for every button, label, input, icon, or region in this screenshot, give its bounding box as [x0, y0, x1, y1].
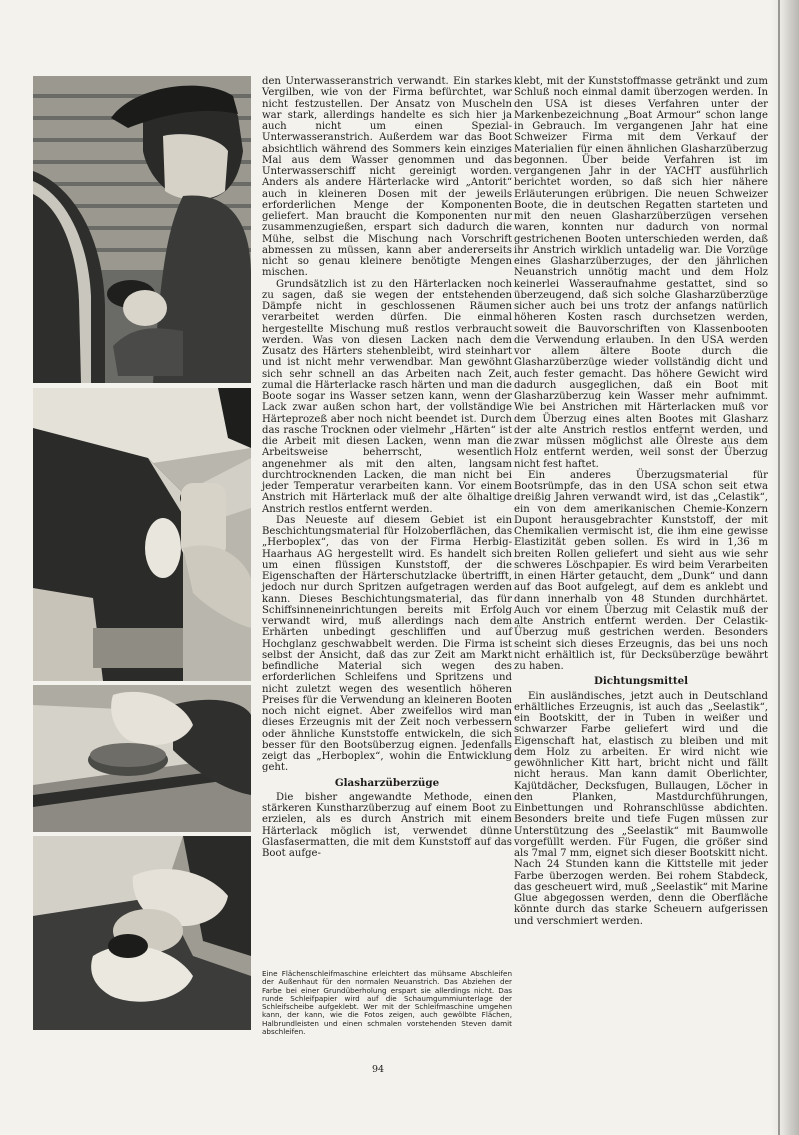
page-edge-shadow [771, 0, 799, 1135]
paragraph: Ein ausländisches, jetzt auch in Deutschland erhältliches Erzeugnis, ist auch das „Seelastik“, ein Bootskitt, der in Tuben in weißer und schwarzer Farbe geliefert wird und die Eigenschaft hat, elastisch zu bleiben und mit dem Holz zu arbeiten. Er wird nicht wie gewöhnlicher Kitt hart, bricht nicht und fällt nicht heraus. Man kann damit Oberlichter, Kajütdächer, Decksfugen, Bullaugen, Löcher in den Planken, Mastdurchführungen, Einbettungen und Rohranschlüsse abdichten. Besonders breite und tiefe Fugen müssen zur Unterstützung des „Seelastik“ mit Baumwolle vorgefüllt werden. Für Fugen, die größer sind als 7mal 7 mm, eignet sich dieser Bootskitt nicht. Nach 24 Stunden kann die Kittstelle mit jeder Farbe überzogen werden. Bei rohem Stabdeck, das gescheuert wird, muß „Seelastik“ mit Marine Glue abgegossen werden, denn die Oberfläche könnte durch das starke Scheuern aufgerissen und verschmiert werden. [514, 690, 768, 927]
photo-caption: Eine Flächenschleifmaschine erleichtert das mühsame Abschleifen der Außenhaut für den normalen Neuanstrich. Das Abziehen der Farbe bei einer Grundüberholung erspart sie allerdings nicht. Das runde Schleifpapier wird auf die Schaumgummiunterlage der Schleifscheibe aufgeklebt. Wer mit der Schleifmaschine umgehen kann, der kann, wie die Fotos zeigen, auch gewölbte Flächen, Halbrundleisten und einen schmalen vorstehenden Steven damit abschleifen. [262, 969, 512, 1036]
paragraph: Das Neueste auf diesem Gebiet ist ein Beschichtungsmaterial für Holzoberflächen, das „Herboplex“, das von der Firma Herbig-Haarhaus AG hergestellt wird. Es handelt sich um einen flüssigen Kunststoff, der die Eigenschaften der Härterschutzlacke übertrifft, jedoch nur durch Spritzen aufgetragen werden kann. Dieses Beschichtungsmaterial, das für Schiffsinneneinrichtungen bereits mit Erfolg verwandt wird, muß allerdings nach dem Erhärten unbedingt geschliffen und auf Hochglanz geschwabbelt werden. Die Firma ist selbst der Ansicht, daß das zur Zeit am Markt befindliche Material sich wegen des erforderlichen Schleifens und Spritzens und nicht zuletzt wegen des wesentlich höheren Preises für die Verwendung an kleineren Booten noch nicht eignet. Aber zweifellos wird man dieses Erzeugnis mit der Zeit noch verbessern oder ähnliche Kunststoffe entwickeln, die sich besser für den Bootsüberzug eignen. Jedenfalls zeigt das „Herboplex“, wohin die Entwicklung geht. [262, 514, 512, 774]
photo-sander-hull-bow [33, 388, 251, 681]
photo-sander-man-cap [33, 76, 251, 383]
section-heading: Glasharzüberzüge [334, 776, 440, 789]
paragraph: Ein anderes Überzugsmaterial für Bootsrümpfe, das in den USA schon seit etwa dreißig Jahren verwandt wird, ist das „Celastik“, ein von dem amerikanischen Chemie-Konzern Dupont herausgebrachter Kunststoff, der mit Chemikalien vermischt ist, die ihm eine gewisse Elastizität geben sollen. Es wird in 1,36 m breiten Rollen geliefert und sieht aus wie sehr schweres Löschpapier. Es wird beim Verarbeiten in einen Härter getaucht, dem „Dunk“ und dann auf das Boot aufgelegt, auf dem es anklebt und dann innerhalb von 48 Stunden durchhärtet. Auch vor einem Überzug mit Celastik muß der alte Anstrich entfernt werden. Der Celastik-Überzug muß gestrichen werden. Besonders scheint sich dieses Erzeugnis, das bei uns noch nicht erhältlich ist, für Decksüberzüge bewährt zu haben. [514, 469, 768, 672]
page-edge-line [778, 0, 780, 1135]
paragraph: Die bisher angewandte Methode, einen stärkeren Kunstharzüberzug auf einem Boot zu erzielen, als es durch Anstrich mit einem Härterlack möglich ist, verwendet dünne Glasfasermatten, die mit dem Kunststoff auf das Boot aufge- [262, 791, 512, 859]
section-heading: Dichtungsmittel [593, 675, 689, 688]
paragraph: klebt, mit der Kunststoffmasse getränkt und zum Schluß noch einmal damit überzogen werden. In den USA ist dieses Verfahren unter der Markenbezeichnung „Boat Armour“ schon lange in Gebrauch. Im vergangenen Jahr hat eine Schweizer Firma mit dem Verkauf der Materialien für einen ähnlichen Glasharzüberzug begonnen. Über beide Verfahren ist im vergangenen Jahr in der YACHT ausführlich berichtet worden, so daß sich hier nähere Erläuterungen erübrigen. Die neuen Schweizer Boote, die in deutschen Regatten starteten und mit den neuen Glasharzüberzügen versehen waren, konnten nur dadurch von normal gestrichenen Booten unterschieden werden, daß ihr Anstrich wirklich untadelig war. Die Vorzüge eines Glasharzüberzuges, der den jährlichen Neuanstrich unnötig macht und dem Holz keinerlei Wasseraufnahme gestattet, sind so überzeugend, daß sich solche Glasharzüberzüge sicher auch bei uns trotz der anfangs natürlich höheren Kosten rasch durchsetzen werden, soweit die Bauvorschriften von Klassenbooten die Verwendung erlauben. In den USA werden vor allem ältere Boote durch die Glasharzüberzüge wieder vollständig dicht und auch fester gemacht. Das höhere Gewicht wird dadurch ausgeglichen, daß ein Boot mit Glasharzüberzug kein Wasser mehr aufnimmt. Wie bei Anstrichen mit Härterlacken muß vor dem Überzug eines alten Bootes mit Glasharz der alte Anstrich restlos entfernt werden, und zwar müssen möglichst alle Ölreste aus dem Holz entfernt werden, weil sonst der Überzug nicht fest haftet. [514, 76, 768, 470]
photo-sanding-disc-hand [33, 685, 251, 832]
text-column-right [514, 76, 768, 927]
paragraph: Grundsätzlich ist zu den Härterlacken noch zu sagen, daß sie wegen der entstehenden Dämpfe nicht in geschlossenen Räumen verarbeitet werden dürfen. Die einmal hergestellte Mischung muß restlos verbraucht werden. Was von diesen Lacken nach dem Zusatz des Härters stehenbleibt, wird steinhart und ist nicht mehr verwendbar. Man gewöhnt sich sehr schnell an das Arbeiten nach Zeit, zumal die Härterlacke rasch härten und man die Boote sogar ins Wasser setzen kann, wenn der Lack zwar außen schon hart, der vollständige Härteprozeß aber noch nicht beendet ist. Durch das rasche Trocknen oder vielmehr „Härten“ ist die Arbeit mit diesen Lacken, wenn man die Arbeitsweise beherrscht, wesentlich angenehmer als mit den alten, langsam durchtrocknenden Lacken, die man nicht bei jeder Temperatur verarbeiten kann. Vor einem Anstrich mit Härterlack muß der alte ölhaltige Anstrich restlos entfernt werden. [262, 278, 512, 515]
photo-sanding-curved-surface [33, 836, 251, 1030]
text-column-left [262, 76, 512, 859]
page-number: 94 [372, 1064, 385, 1075]
paragraph: den Unterwasseranstrich verwandt. Ein starkes Vergilben, wie von der Firma befürchtet, war nicht festzustellen. Der Ansatz von Muscheln war stark, allerdings handelte es sich hier ja auch nicht um einen Spezial-Unterwasseranstrich. Außerdem war das Boot absichtlich während des Sommers kein einziges Mal aus dem Wasser genommen und das Unterwasserschiff nicht gereinigt worden. Anders als andere Härterlacke wird „Antorit“ auch in kleineren Dosen mit der jeweils erforderlichen Menge der Komponenten geliefert. Man braucht die Komponenten nur zusammenzugießen, erspart sich dadurch die Mühe, selbst die Mischung nach Vorschrift abmessen zu müssen, kann aber andererseits nicht so genau kleinere benötigte Mengen mischen. [262, 76, 512, 279]
